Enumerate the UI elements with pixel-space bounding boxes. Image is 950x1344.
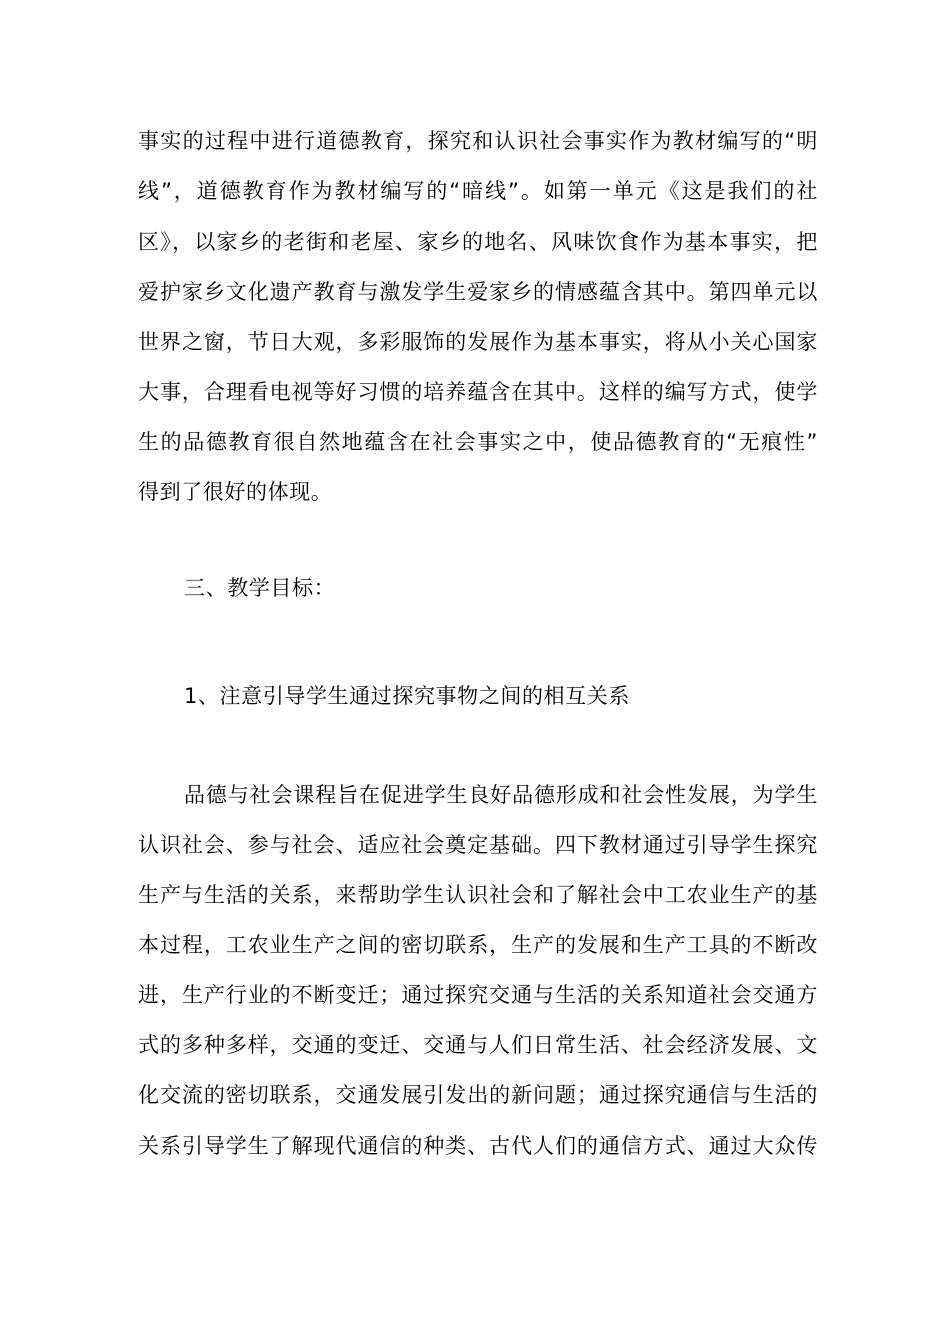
paragraph1-line: 区》，以家乡的老街和老屋、家乡的地名、风味饮食作为基本事实，把	[138, 230, 818, 254]
paragraph2-line: 化交流的密切联系，交通发展引发出的新问题；通过探究通信与生活的	[138, 1083, 818, 1107]
paragraph1-line: 事实的过程中进行道德教育，探究和认识社会事实作为教材编写的“明	[138, 129, 818, 153]
subheading: 1、注意引导学生通过探究事物之间的相互关系	[184, 684, 630, 708]
paragraph2-line: 生产与生活的关系，来帮助学生认识社会和了解社会中工农业生产的基	[138, 883, 818, 907]
paragraph1-line: 大事，合理看电视等好习惯的培养蕴含在其中。这样的编写方式，使学	[138, 380, 818, 404]
paragraph1-line: 生的品德教育很自然地蕴含在社会事实之中，使品德教育的“无痕性”	[138, 430, 818, 454]
paragraph2-line: 品德与社会课程旨在促进学生良好品德形成和社会性发展，为学生	[184, 783, 818, 807]
paragraph2-line: 进，生产行业的不断变迁；通过探究交通与生活的关系知道社会交通方	[138, 983, 818, 1007]
paragraph1-line: 得到了很好的体现。	[138, 480, 333, 504]
paragraph2-line: 认识社会、参与社会、适应社会奠定基础。四下教材通过引导学生探究	[138, 833, 818, 857]
paragraph1-line: 世界之窗，节日大观，多彩服饰的发展作为基本事实，将从小关心国家	[138, 330, 818, 354]
paragraph2-line: 式的多种多样，交通的变迁、交通与人们日常生活、社会经济发展、文	[138, 1033, 818, 1057]
section-heading: 三、教学目标：	[184, 576, 336, 600]
paragraph1-line: 线”，道德教育作为教材编写的“暗线”。如第一单元《这是我们的社	[138, 179, 818, 203]
paragraph1-line: 爱护家乡文化遗产教育与激发学生爱家乡的情感蕴含其中。第四单元以	[138, 280, 818, 304]
paragraph2-line: 关系引导学生了解现代通信的种类、古代人们的通信方式、通过大众传	[138, 1134, 818, 1158]
paragraph2-line: 本过程，工农业生产之间的密切联系，生产的发展和生产工具的不断改	[138, 933, 818, 957]
